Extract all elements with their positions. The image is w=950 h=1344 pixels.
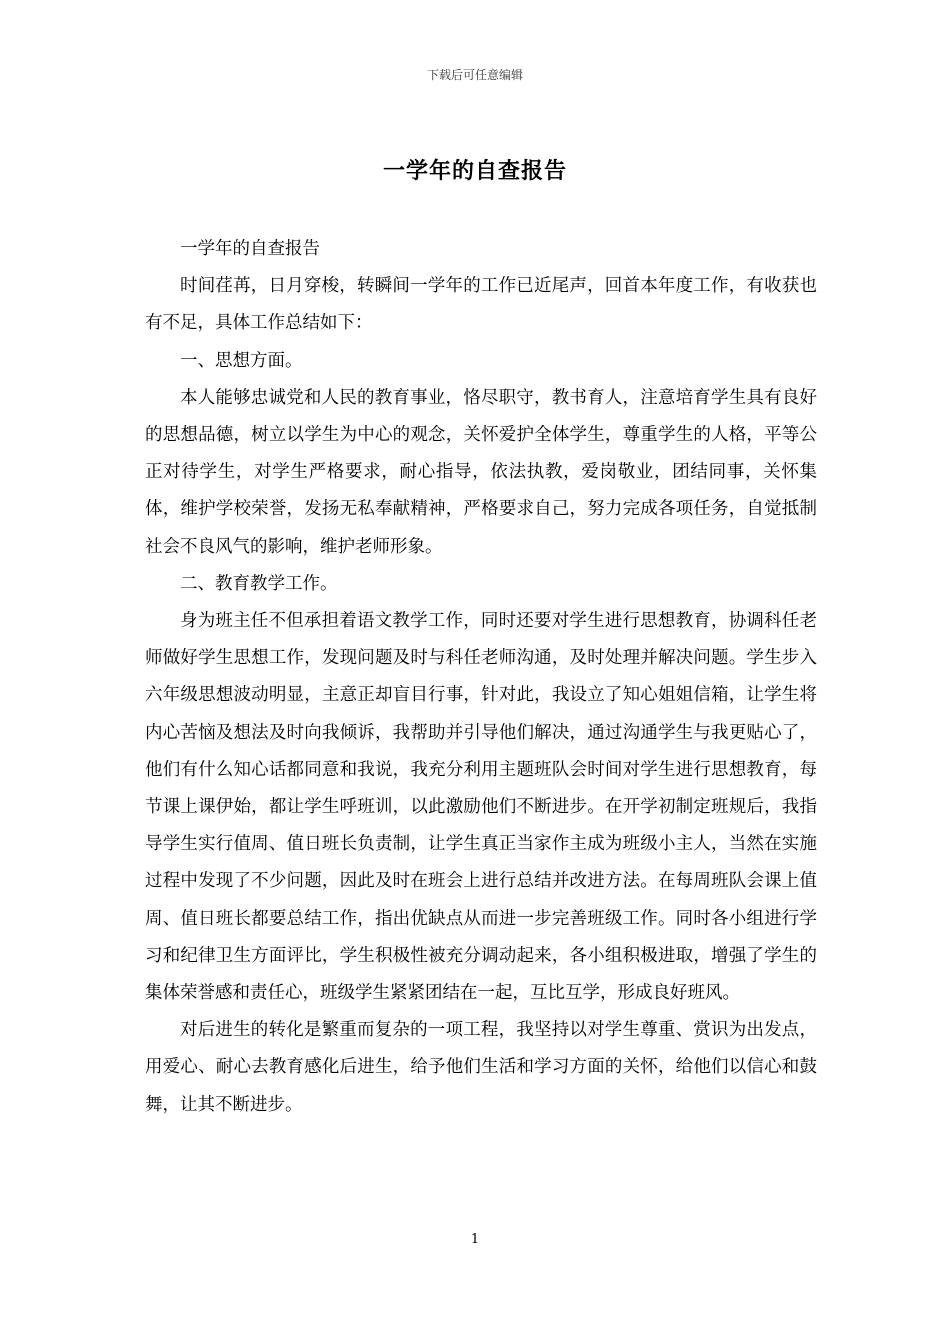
- section-heading-ideology: 一、思想方面。: [180, 350, 303, 371]
- paragraph-underachievers: 对后进生的转化是繁重而复杂的一项工程，我坚持以对学生尊重、赏识为出发点，用爱心、耐心去教育感化后进生，给予他们生活和学习方面的关怀，给他们以信心和鼓舞，让其不断进步。: [145, 1020, 817, 1115]
- paragraph-teaching: 身为班主任不但承担着语文教学工作，同时还要对学生进行思想教育，协调科任老师做好学生思想工作，发现问题及时与科任老师沟通，及时处理并解决问题。学生步入六年级思想波动明显，主意正却盲目行事，针对此，我设立了知心姐姐信箱，让学生将内心苦恼及想法及时向我倾诉，我帮助并引导他们解决，通过沟通学生与我更贴心了，他们有什么知心话都同意和我说，我充分利用主题班队会时间对学生进行思想教育，每节课上课伊始，都让学生呼班训，以此激励他们不断进步。在开学初制定班规后，我指导学生实行值周、值日班长负责制，让学生真正当家作主成为班级小主人，当然在实施过程中发现了不少问题，因此及时在班会上进行总结并改进方法。在每周班队会课上值周、值日班长都要总结工作，指出优缺点从而进一步完善班级工作。同时各小组进行学习和纪律卫生方面评比，学生积极性被充分调动起来，各小组积极进取，增强了学生的集体荣誉感和责任心，班级学生紧紧团结在一起，互比互学，形成良好班风。: [145, 611, 817, 1004]
- paragraph-heading: 一学年的自查报告: [180, 239, 320, 259]
- paragraph-intro: 时间荏苒，日月穿梭，转瞬间一学年的工作已近尾声，回首本年度工作，有收获也有不足，具体工作总结如下：: [145, 276, 817, 334]
- document-title: 一学年的自查报告: [382, 158, 567, 184]
- header-note: 下载后可任意编辑: [426, 68, 523, 82]
- section-heading-teaching: 二、教育教学工作。: [180, 573, 338, 594]
- document-body: [145, 231, 817, 1124]
- page-number: 1: [470, 1232, 480, 1247]
- paragraph-ideology: 本人能够忠诚党和人民的教育事业，恪尽职守，教书育人，注意培育学生具有良好的思想品德，树立以学生为中心的观念，关怀爱护全体学生，尊重学生的人格，平等公正对待学生，对学生严格要求，耐心指导，依法执教，爱岗敬业，团结同事，关怀集体，维护学校荣誉，发扬无私奉献精神，严格要求自己，努力完成各项任务，自觉抵制社会不良风气的影响，维护老师形象。: [145, 387, 817, 557]
